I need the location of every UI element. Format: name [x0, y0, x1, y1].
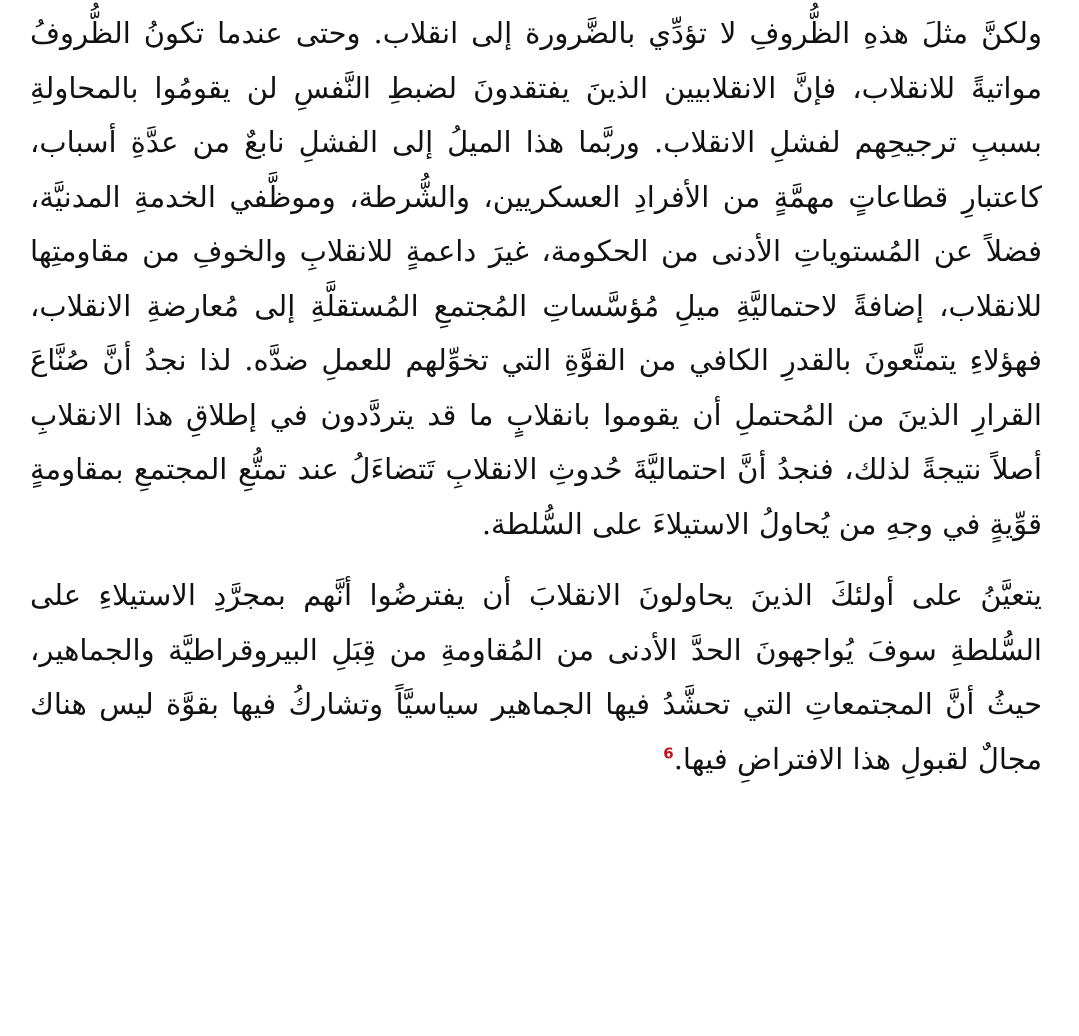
paragraph-2-text: يتعيَّنُ على أولئكَ الذينَ يحاولونَ الانقلابَ أن يفترضُوا أنَّهم بمجرَّدِ الاستيلاءِ على السُّلطةِ سوفَ يُواجهونَ الحدَّ الأدنى من المُقاومةِ من قِبَلِ البيروقراطيَّة والجماهير، حيثُ أنَّ المجتمعاتِ التي تحشَّدُ فيها الجماهير سياسيَّاً وتشاركُ فيها بقوَّة ليس هناك مجالٌ لقبولِ هذا الافتراضِ فيها.	[30, 578, 1042, 776]
paragraph-1-text: ولكنَّ مثلَ هذهِ الظُّروفِ لا تؤدِّي بالضَّرورة إلى انقلاب. وحتى عندما تكونُ الظُّروفُ مواتيةً للانقلاب، فإنَّ الانقلابيين الذينَ يفتقدونَ لضبطِ النَّفسِ لن يقومُوا بالمحاولةِ بسببِ ترجيحِهم لفشلِ الانقلاب. وربَّما هذا الميلُ إلى الفشلِ نابعٌ من عدَّةِ أسباب، كاعتبارِ قطاعاتٍ مهمَّةٍ من الأفرادِ العسكريين، والشُّرطة، وموظَّفي الخدمةِ المدنيَّة، فضلاً عن المُستوياتِ الأدنى من الحكومة، غيرَ داعمةٍ للانقلابِ والخوفِ من مقاومتِها للانقلاب، إضافةً لاحتماليَّةِ ميلِ مُؤسَّساتِ المُجتمعِ المُستقلَّةِ إلى مُعارضةِ الانقلاب، فهؤلاءِ يتمتَّعونَ بالقدرِ الكافي من القوَّةِ التي تخوِّلهم للعملِ ضدَّه. لذا نجدُ أنَّ صُنَّاعَ القرارِ الذينَ من المُحتملِ أن يقوموا بانقلابٍ ما قد يتردَّدون في إطلاقِ هذا الانقلابِ أصلاً نتيجةً لذلك، فنجدُ أنَّ احتماليَّةَ حُدوثِ الانقلابِ تَتضاءَلُ عند تمتُّعِ المجتمعِ بمقاومةٍ قوِّيةٍ في وجهِ من يُحاولُ الاستيلاءَ على السُّلطة.	[30, 16, 1042, 541]
footnote-reference[interactable]: 6	[663, 743, 674, 762]
document-page	[30, 0, 1042, 1036]
paragraph-2	[30, 568, 1042, 786]
paragraph-1	[30, 0, 1042, 551]
